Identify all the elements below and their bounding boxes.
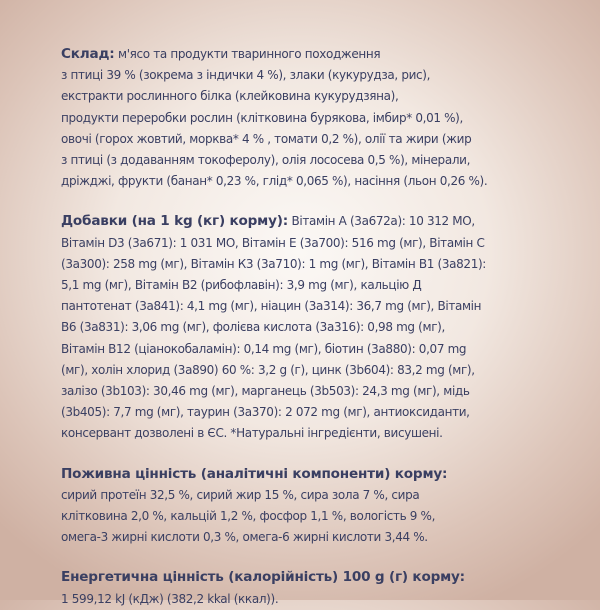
composition-text: м'ясо та продукти тваринного походження з птиці 39 % (зокрема з індички 4 %), злаки (кукурудза, рис), екстракти рослинного білка (клейковина кукурудзяна), продукти переробки рослин (клітковина бурякова, імбир* 0,01 %), овочі (горох жовтий, морква* 4 % , томати 0,2 %), олії та жири (жир з птиці (з додаванням токоферолу), олія лососева 0,5 %), мінерали, дріжджі, фрукти (банан* 0,23 %, глід* 0,065 %), насіння (льон 0,26 %). (61, 47, 488, 189)
composition-heading: Склад: (61, 46, 115, 62)
additives-heading: Добавки (на 1 kg (кг) корму): (61, 213, 289, 230)
analytical-heading: Поживна цінність (аналітичні компоненти) корму: (61, 465, 448, 482)
energy-heading: Енергетична цінність (калорійність) 100 g (г) корму: (61, 569, 465, 586)
energy-section (61, 567, 586, 609)
additives-text: Вітамін А (3a672a): 10 312 МО, Вітамін D3 (3a671): 1 031 МО, Вітамін Е (3a700): 516 mg (мг), Вітамін С (3a300): 258 mg (мг), Вітамін К3 (3a710): 1 mg (мг), Вітамін В1 (3a821): 5,1 mg (мг), Вітамін В2 (рибофлавін): 3,9 mg (мг), кальцію Д пантотенат (3a841): 4,1 mg (мг), ніацин (3a314): 36,7 mg (мг), Вітамін В6 (3a831): 3,06 mg (мг), фолієва кислота (3a316): 0,98 mg (мг), Вітамін В12 (ціанокобаламін): 0,14 mg (мг), біотин (3a880): 0,07 mg (мг), холін хлорид (3a890) 60 %: 3,2 g (г), цинк (3b604): 83,2 mg (мг), залізо (3b103): 30,46 mg (мг), марганець (3b503): 24,3 mg (мг), мідь (3b405): 7,7 mg (мг), таурин (3a370): 2 072 mg (мг), антиоксиданти, консервант дозволені в ЄС. *Натуральні інгредієнти, висушені. (61, 214, 486, 441)
analytical-section (61, 464, 586, 549)
composition-section (61, 44, 586, 192)
product-label (61, 44, 586, 610)
additives-section (61, 211, 586, 444)
energy-text: 1 599,12 kJ (кДж) (382,2 kkal (ккал)). (61, 591, 279, 606)
analytical-text: сирий протеїн 32,5 %, сирий жир 15 %, сира зола 7 %, сира клітковина 2,0 %, кальцій 1,2 %, фосфор 1,1 %, вологість 9 %, омега-3 жирні кислоти 0,3 %, омега-6 жирні кислоти 3,44 %. (61, 487, 436, 545)
